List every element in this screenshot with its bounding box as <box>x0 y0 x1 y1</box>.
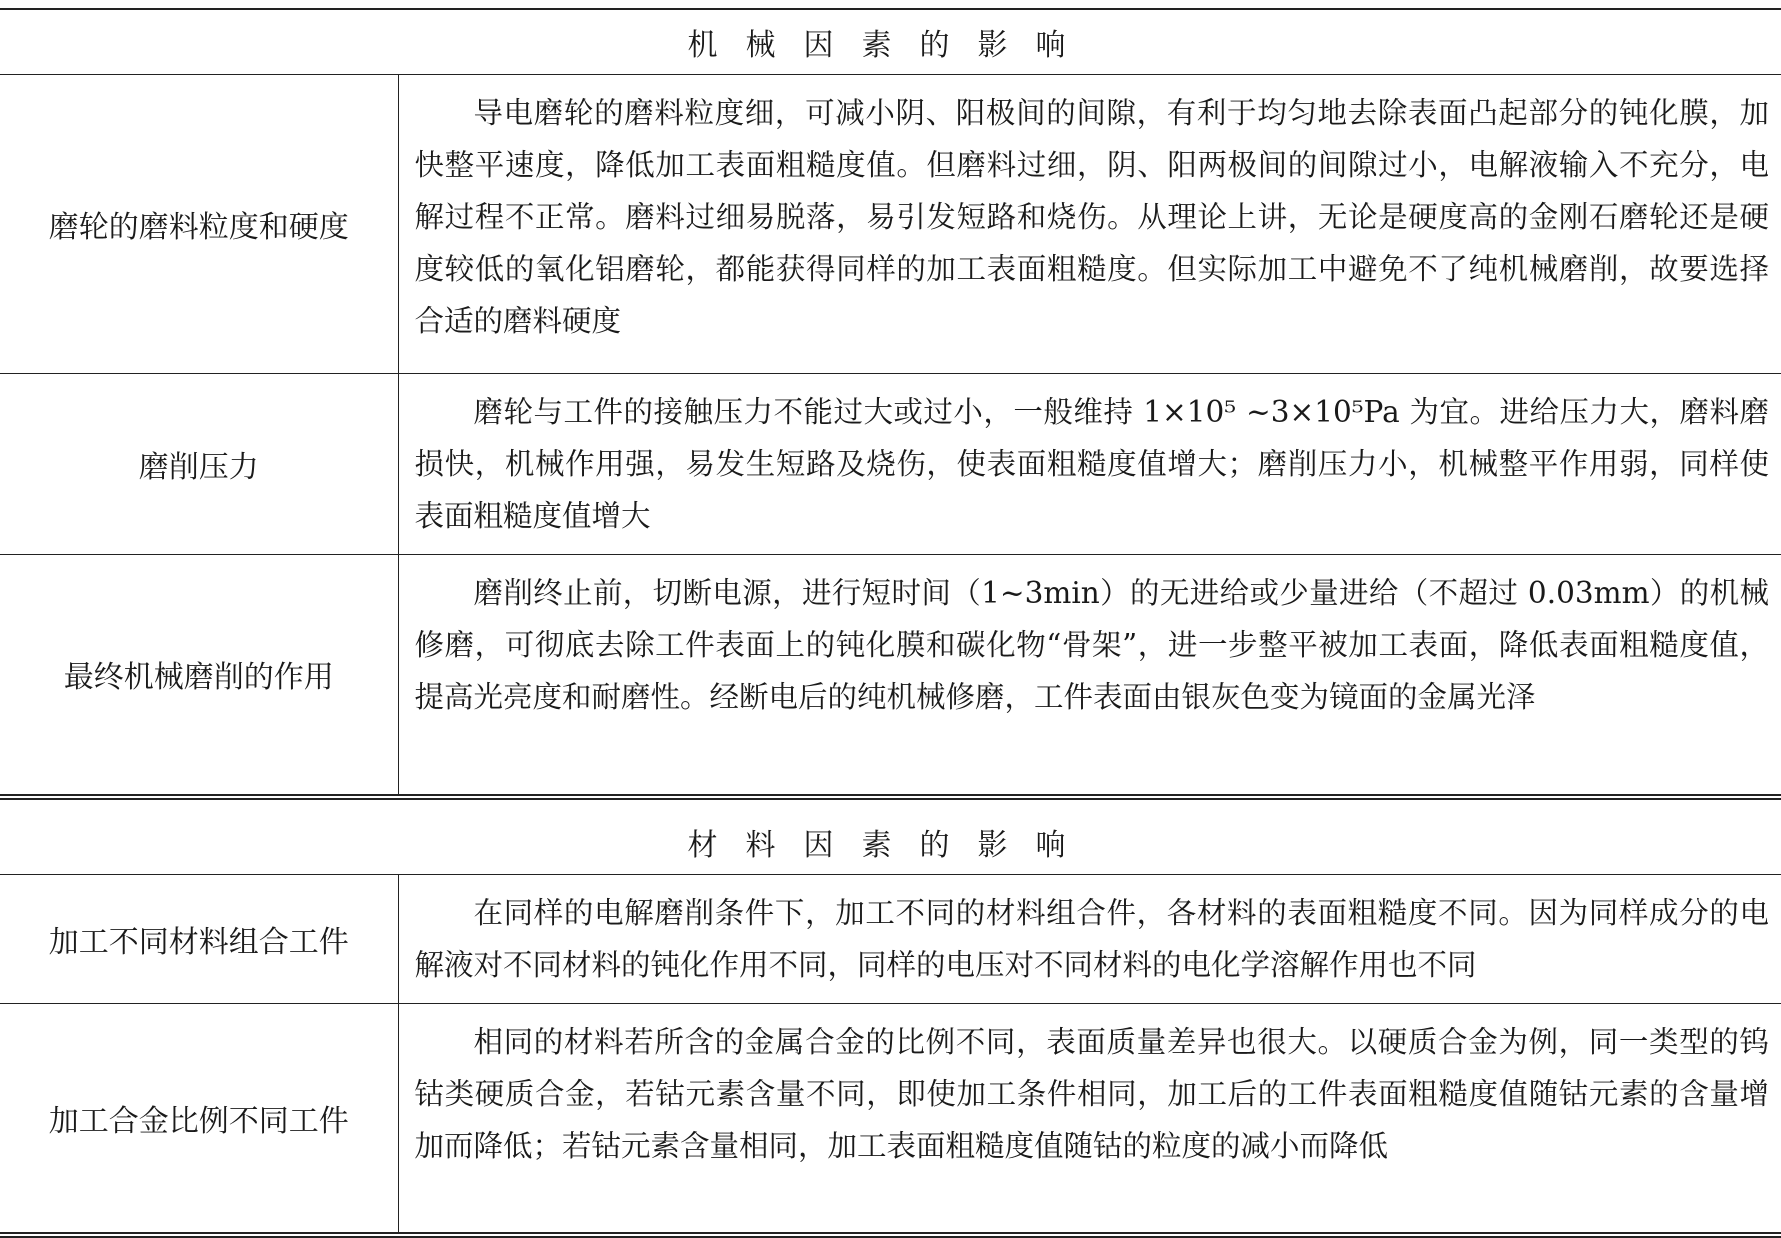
section-header-row <box>0 9 1781 75</box>
section-title: 机械因素的影响 <box>0 9 1781 75</box>
material-factors-section <box>0 810 1781 1238</box>
factors-table <box>0 8 1781 1238</box>
table-row <box>0 374 1781 555</box>
factor-label: 磨轮的磨料粒度和硬度 <box>0 75 398 374</box>
factor-description: 磨轮与工件的接触压力不能过大或过小，一般维持 1×10⁵ ~3×10⁵Pa 为宜。进给压力大，磨料磨损快，机械作用强，易发生短路及烧伤，使表面粗糙度值增大；磨削压力小，机械整平作用弱，同样使表面粗糙度值增大 <box>398 374 1781 555</box>
factor-description: 相同的材料若所含的金属合金的比例不同，表面质量差异也很大。以硬质合金为例，同一类型的钨钴类硬质合金，若钴元素含量不同，即使加工条件相同，加工后的工件表面粗糙度值随钴元素的含量增加而降低；若钴元素含量相同，加工表面粗糙度值随钴的粒度的减小而降低 <box>398 1003 1781 1235</box>
factor-description: 导电磨轮的磨料粒度细，可减小阴、阳极间的间隙，有利于均匀地去除表面凸起部分的钝化膜，加快整平速度，降低加工表面粗糙度值。但磨料过细，阴、阳两极间的间隙过小，电解液输入不充分，电解过程不正常。磨料过细易脱落，易引发短路和烧伤。从理论上讲，无论是硬度高的金刚石磨轮还是硬度较低的氧化铝磨轮，都能获得同样的加工表面粗糙度。但实际加工中避免不了纯机械磨削，故要选择合适的磨料硬度 <box>398 75 1781 374</box>
factor-description: 在同样的电解磨削条件下，加工不同的材料组合件，各材料的表面粗糙度不同。因为同样成分的电解液对不同材料的钝化作用不同，同样的电压对不同材料的电化学溶解作用也不同 <box>398 874 1781 1003</box>
table-row <box>0 1003 1781 1235</box>
factor-label: 加工合金比例不同工件 <box>0 1003 398 1235</box>
factor-label: 最终机械磨削的作用 <box>0 555 398 797</box>
section-title: 材料因素的影响 <box>0 810 1781 875</box>
table-row <box>0 75 1781 374</box>
mechanical-factors-section <box>0 8 1781 800</box>
section-header-row <box>0 810 1781 875</box>
section-gap <box>0 800 1781 810</box>
factor-description: 磨削终止前，切断电源，进行短时间（1~3min）的无进给或少量进给（不超过 0.03mm）的机械修磨，可彻底去除工件表面上的钝化膜和碳化物“骨架”，进一步整平被加工表面，降低表面粗糙度值，提高光亮度和耐磨性。经断电后的纯机械修磨，工件表面由银灰色变为镜面的金属光泽 <box>398 555 1781 797</box>
factor-label: 磨削压力 <box>0 374 398 555</box>
factor-label: 加工不同材料组合工件 <box>0 874 398 1003</box>
table-row <box>0 555 1781 797</box>
table-row <box>0 874 1781 1003</box>
